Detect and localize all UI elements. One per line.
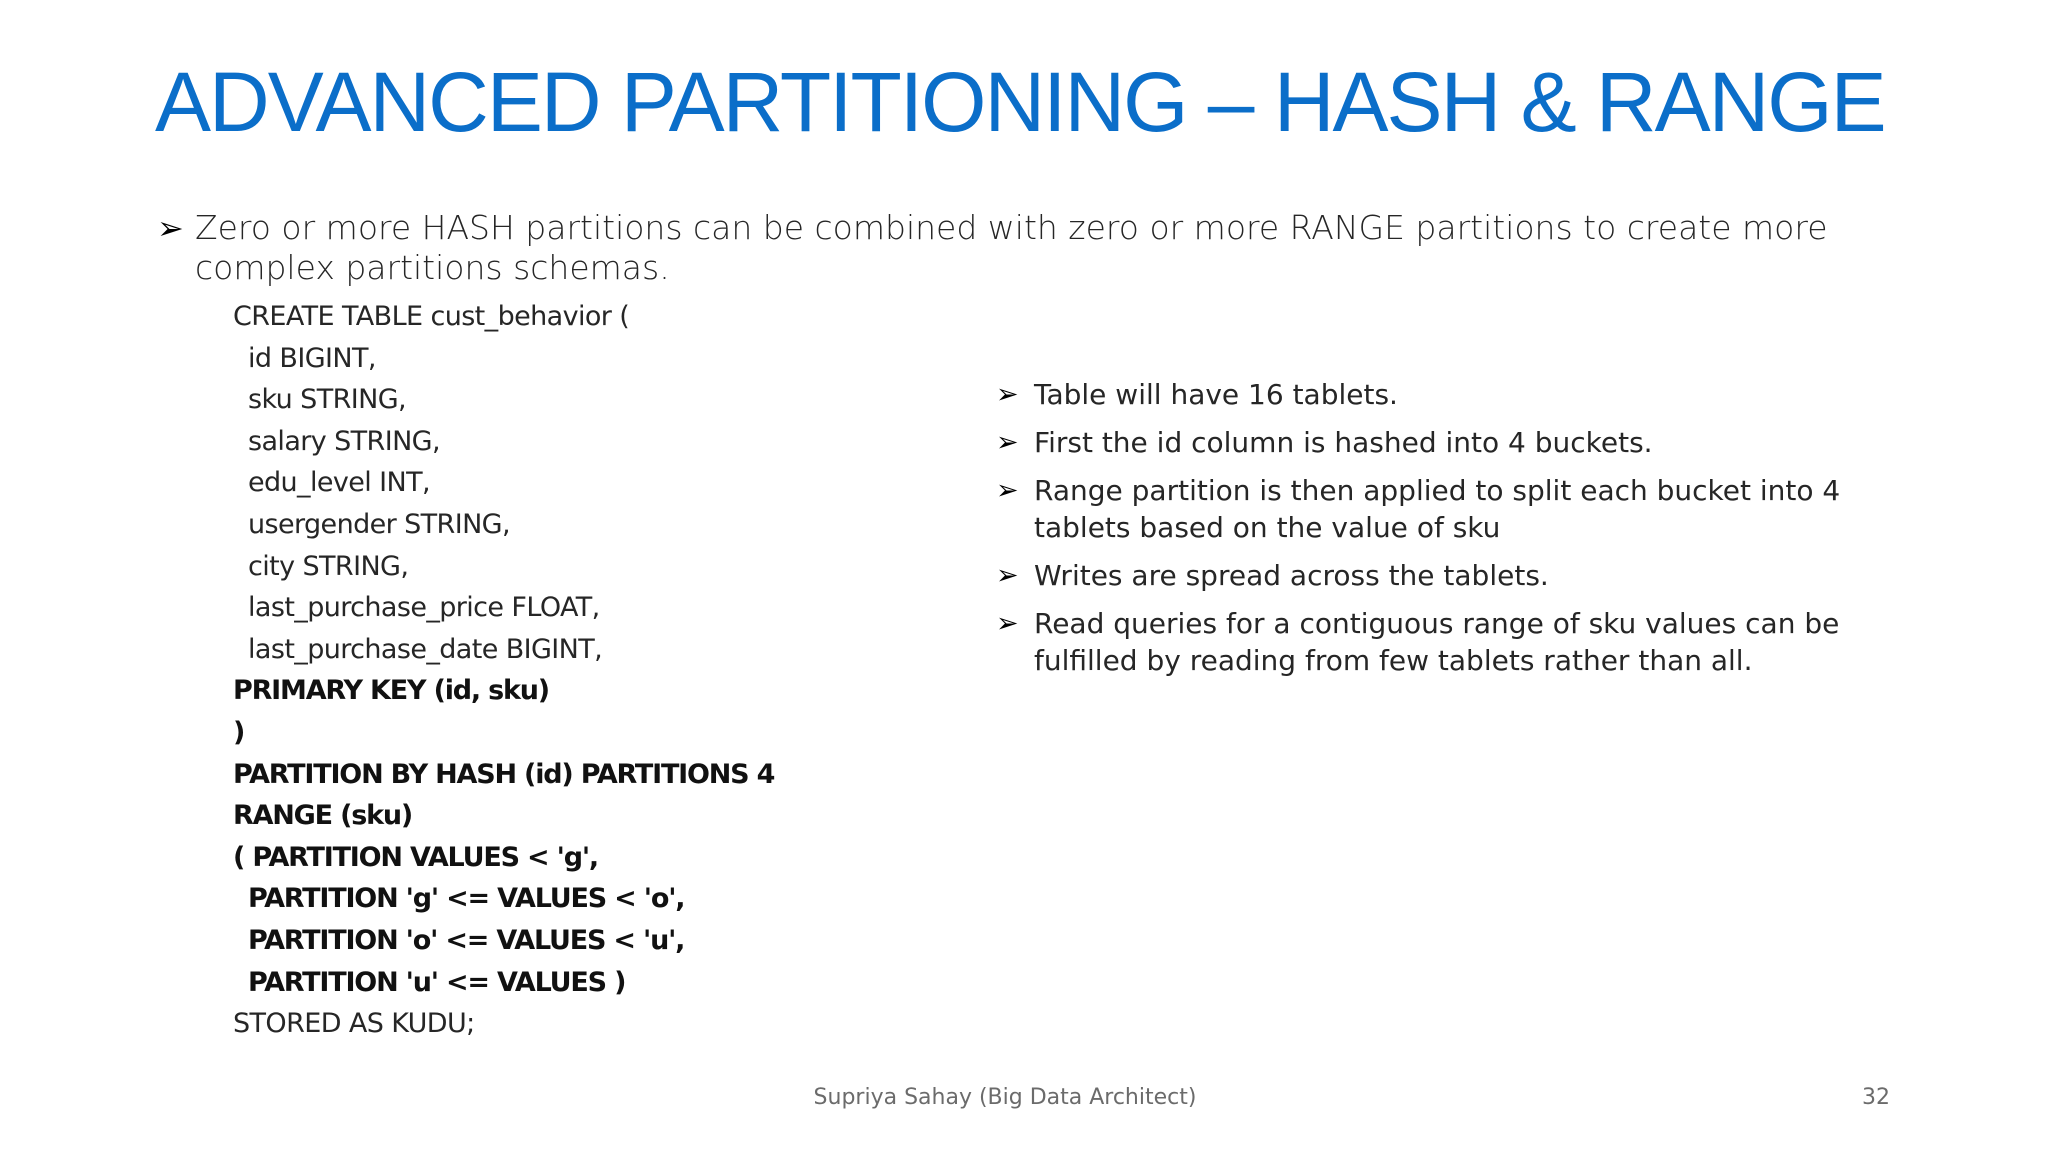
code-line: CREATE TABLE cust_behavior (: [233, 301, 630, 332]
explanation-item: [996, 424, 1856, 461]
code-line: sku STRING,: [248, 384, 407, 416]
explanation-text: Writes are spread across the tablets.: [1034, 559, 1549, 592]
explanation-item: [996, 472, 1856, 546]
page-number: 32: [1862, 1085, 1890, 1110]
code-line: PRIMARY KEY (id, sku): [233, 675, 549, 707]
code-line: usergender STRING,: [248, 508, 510, 540]
arrow-bullet-icon: ➢: [996, 608, 1019, 639]
explanation-text: First the id column is hashed into 4 buckets.: [1034, 426, 1653, 459]
code-line: PARTITION 'o' <= VALUES < 'u',: [248, 924, 685, 956]
explanation-item: [996, 557, 1856, 594]
code-line: ( PARTITION VALUES < 'g',: [233, 841, 598, 873]
explanation-item: [996, 605, 1856, 679]
explanation-text: Read queries for a contiguous range of sku values can be fulfilled by reading from few tablets rather than all.: [1034, 607, 1840, 677]
arrow-bullet-icon: ➢: [157, 209, 184, 247]
slide-title: ADVANCED PARTITIONING – HASH & RANGE: [155, 55, 1885, 149]
code-line: PARTITION 'g' <= VALUES < 'o',: [248, 883, 685, 915]
code-line: city STRING,: [248, 550, 409, 582]
code-line: id BIGINT,: [248, 342, 376, 374]
arrow-bullet-icon: ➢: [996, 560, 1019, 591]
code-line: PARTITION BY HASH (id) PARTITIONS 4: [233, 758, 775, 790]
sql-code-block: [233, 296, 774, 1045]
footer-author: Supriya Sahay (Big Data Architect): [813, 1085, 1197, 1110]
code-line: last_purchase_price FLOAT,: [248, 592, 600, 624]
arrow-bullet-icon: ➢: [996, 379, 1019, 410]
code-line: RANGE (sku): [233, 800, 413, 832]
explanation-item: [996, 376, 1856, 413]
code-line: edu_level INT,: [248, 467, 430, 499]
explanation-text: Table will have 16 tablets.: [1034, 378, 1398, 411]
code-line: PARTITION 'u' <= VALUES ): [248, 966, 626, 998]
explanation-text: Range partition is then applied to split each bucket into 4 tablets based on the value of sku: [1034, 474, 1841, 544]
code-line: last_purchase_date BIGINT,: [248, 633, 603, 665]
main-bullet-text: Zero or more HASH partitions can be combined with zero or more RANGE partitions to create more complex partitions schemas.: [195, 208, 1828, 287]
explanation-list: [996, 376, 1856, 690]
main-bullet: [157, 208, 1837, 288]
code-line: salary STRING,: [248, 425, 440, 457]
code-line: ): [233, 716, 245, 748]
arrow-bullet-icon: ➢: [996, 475, 1019, 506]
arrow-bullet-icon: ➢: [996, 427, 1019, 458]
code-line: STORED AS KUDU;: [233, 1008, 475, 1040]
